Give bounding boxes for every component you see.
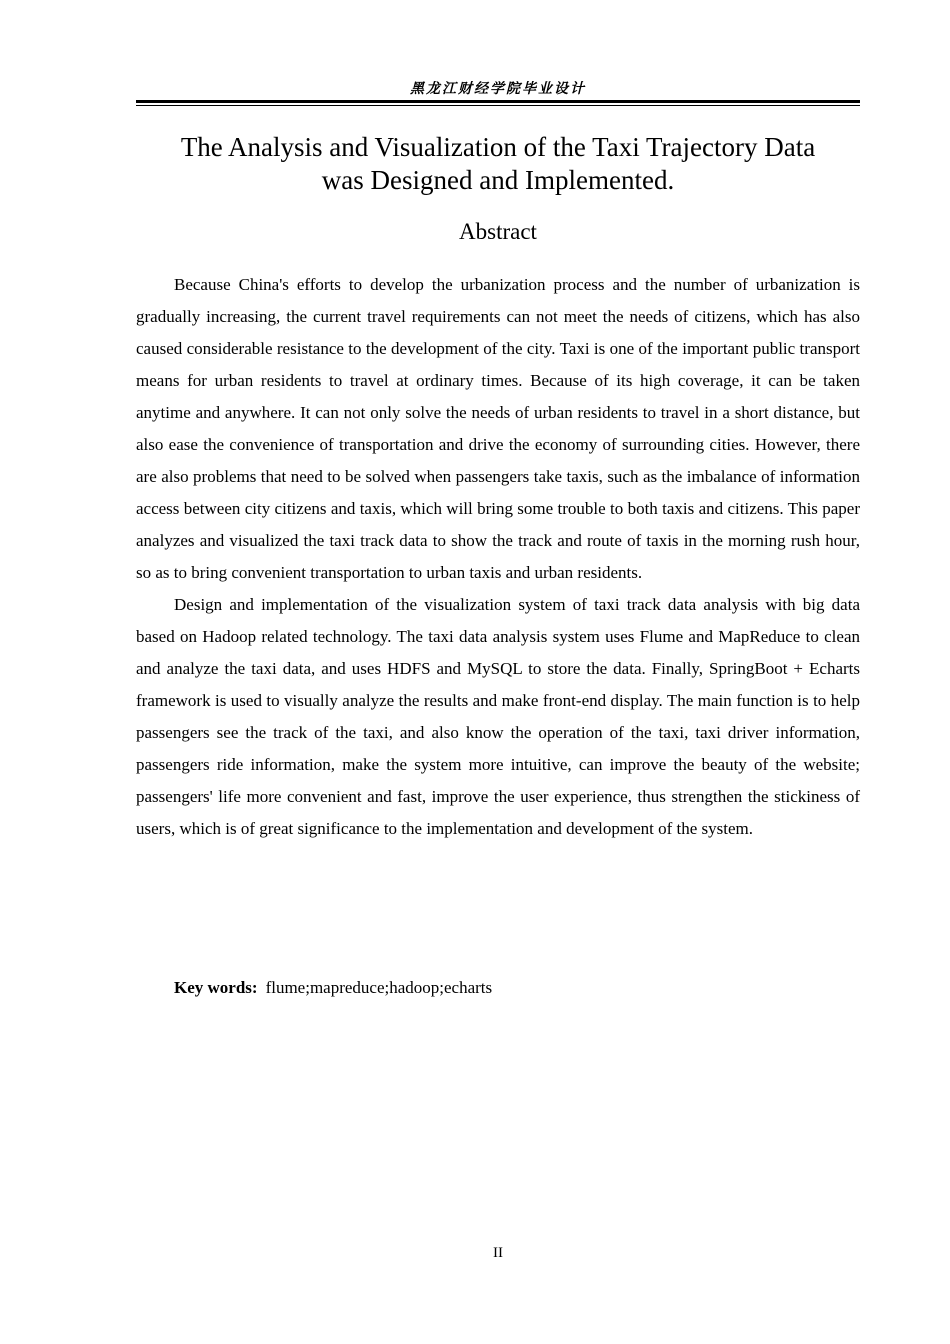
abstract-paragraph-1: Because China's efforts to develop the urbanization process and the number of urbanization is gradually increasing, the current travel requirements can not meet the needs of citizens, which has also caused considerable resistance to the development of the city. Taxi is one of the important public transport means for urban residents to travel at ordinary times. Because of its high coverage, it can be taken anytime and anywhere. It can not only solve the needs of urban residents to travel in a short distance, but also ease the convenience of transportation and drive the economy of surrounding cities. However, there are also problems that need to be solved when passengers take taxis, such as the imbalance of information access between city citizens and taxis, which will bring some trouble to both taxis and citizens. This paper analyzes and visualized the taxi track data to show the track and route of taxis in the morning rush hour, so as to bring convenient transportation to urban taxis and urban residents.: [136, 275, 860, 582]
abstract-body: [136, 269, 860, 845]
keywords-line: [174, 972, 860, 1004]
abstract-heading: Abstract: [459, 219, 537, 244]
page-number: II: [493, 1245, 503, 1261]
keywords-value: flume;mapreduce;hadoop;echarts: [265, 978, 493, 997]
paper-title-line-2: was Designed and Implemented.: [321, 165, 675, 195]
paper-title: [136, 131, 860, 197]
header-rule-thick: [136, 100, 860, 103]
keywords-label: Key words:: [174, 978, 258, 997]
running-header: 黑龙江财经学院毕业设计: [410, 81, 586, 97]
abstract-paragraph-2: Design and implementation of the visualization system of taxi track data analysis with big data based on Hadoop related technology. The taxi data analysis system uses Flume and MapReduce to clean and analyze the taxi data, and uses HDFS and MySQL to store the data. Finally, SpringBoot + Echarts framework is used to visually analyze the results and make front-end display. The main function is to help passengers see the track of the taxi, and also know the operation of the taxi, taxi driver information, passengers ride information, make the system more intuitive, can improve the beauty of the website; passengers' life more convenient and fast, improve the user experience, thus strengthen the stickiness of users, which is of great significance to the implementation and development of the system.: [136, 595, 860, 838]
paper-title-line-1: The Analysis and Visualization of the Taxi Trajectory Data: [180, 132, 816, 162]
header-rule-thin: [136, 105, 860, 106]
